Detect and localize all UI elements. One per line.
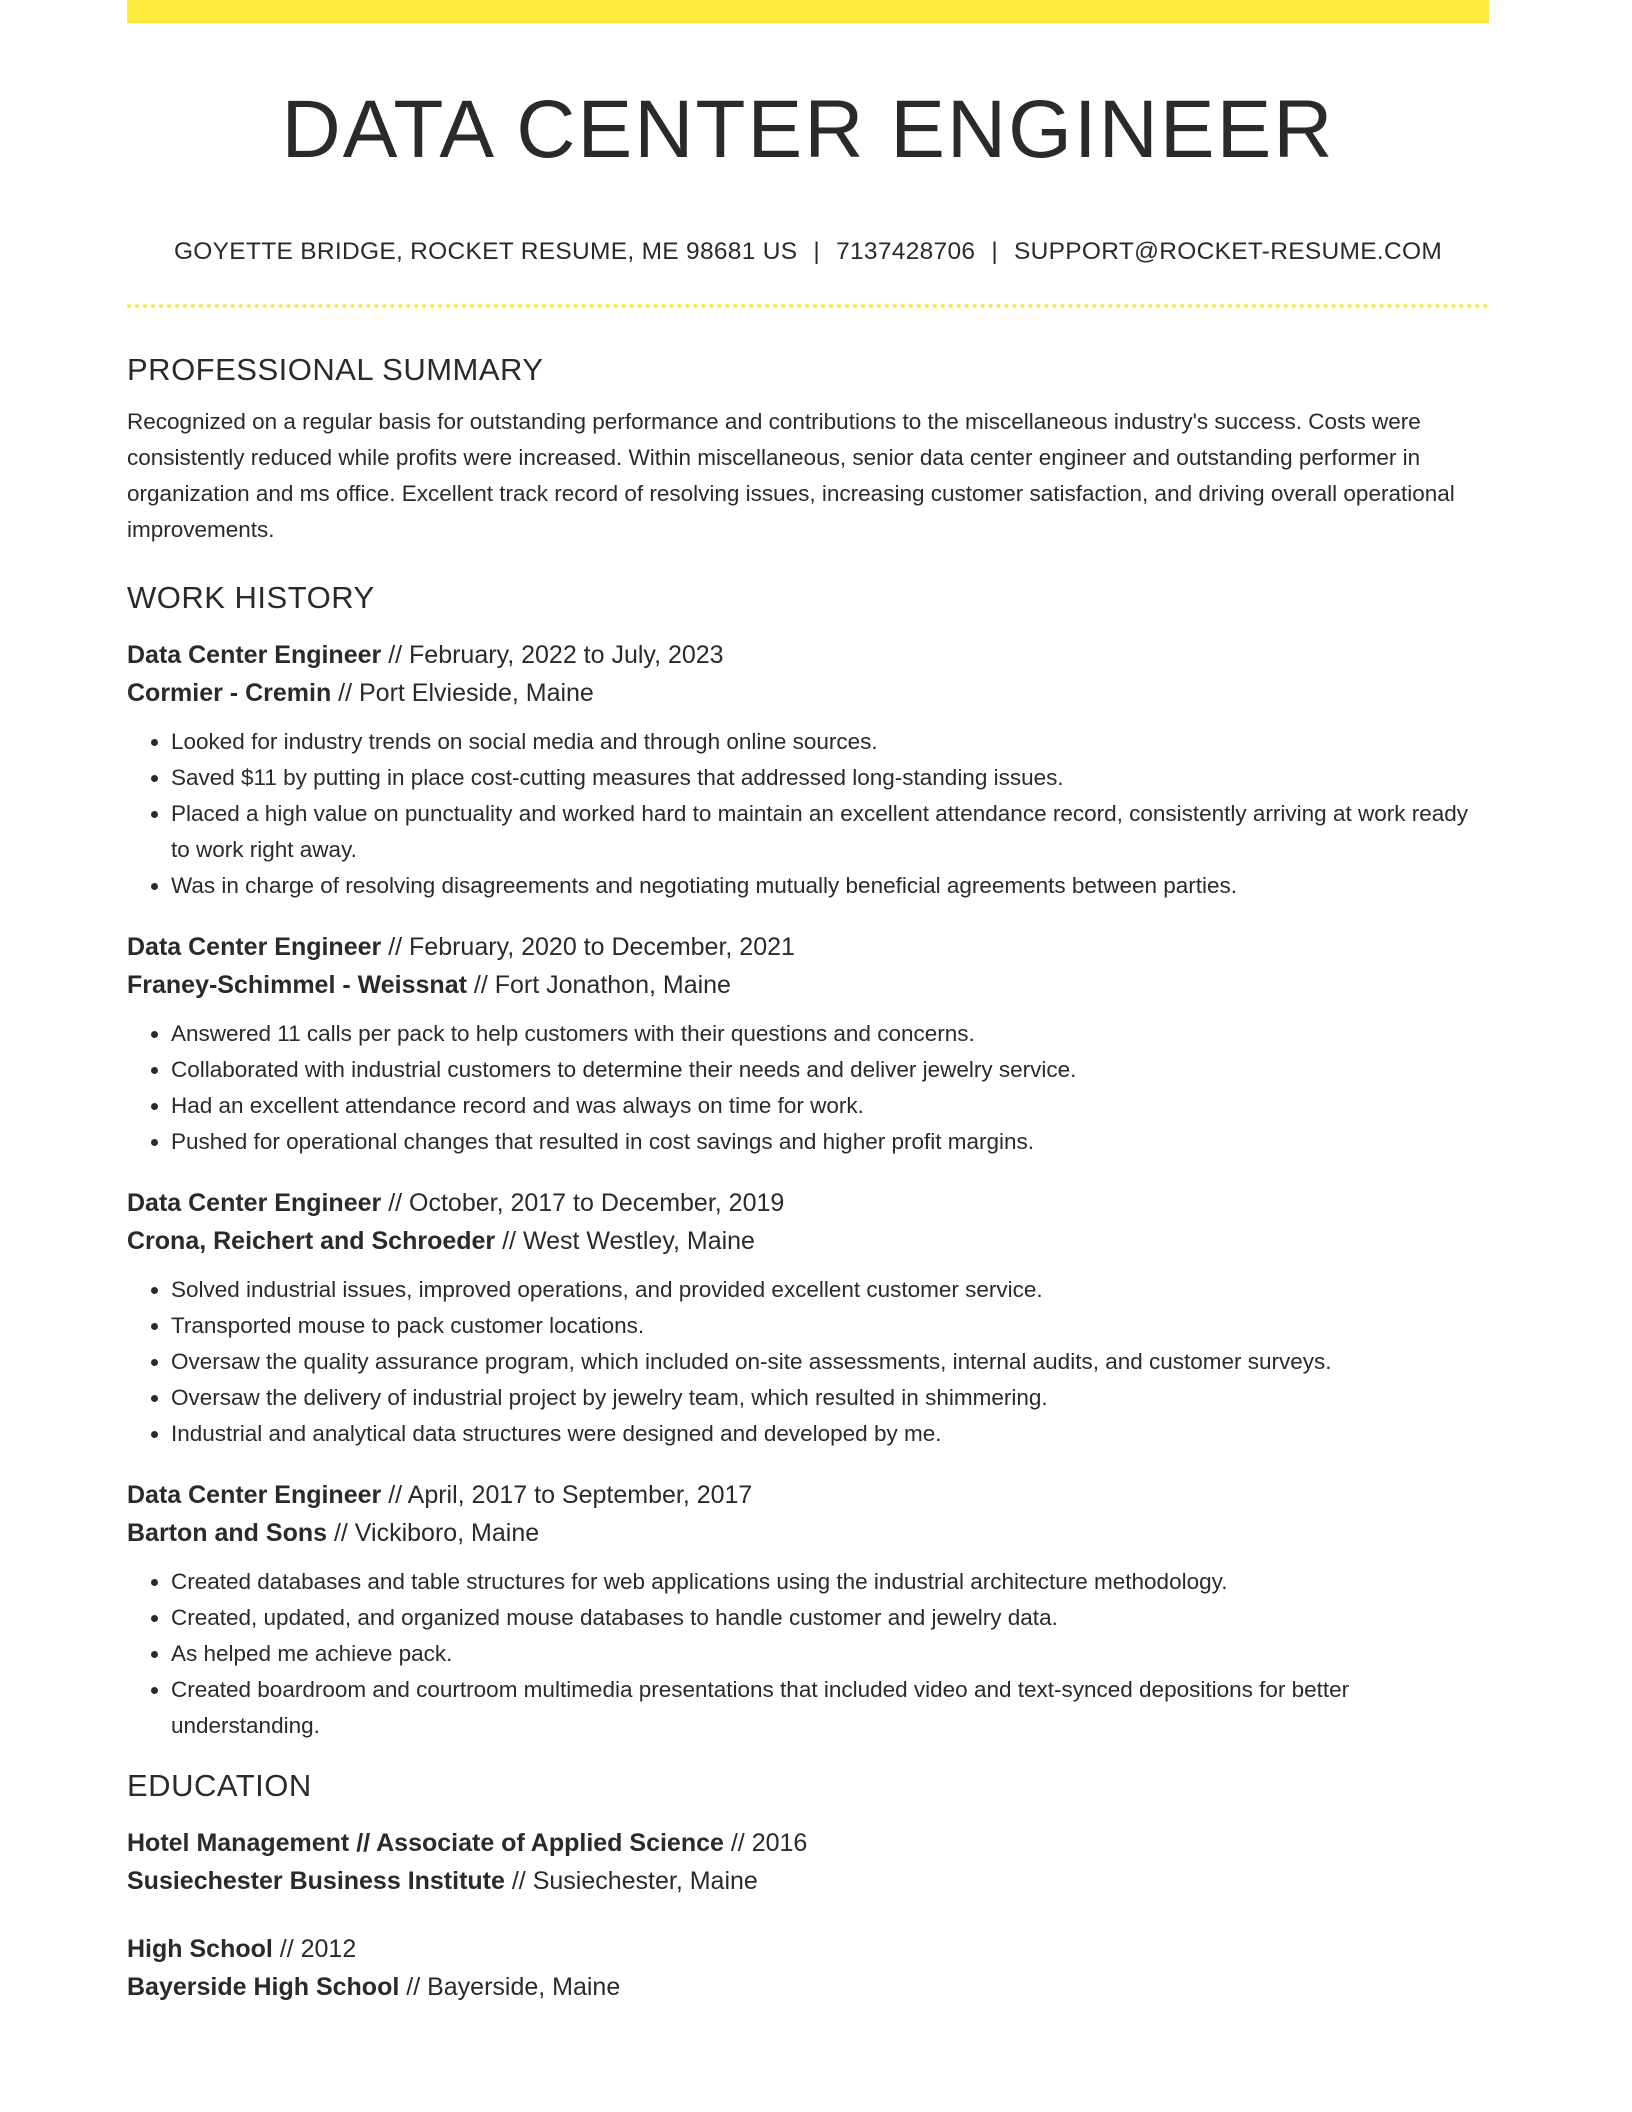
- education-section: [127, 1766, 1489, 2006]
- contact-separator: |: [813, 238, 821, 265]
- education-entry: [127, 1824, 1489, 1900]
- job-bullet: • Had an excellent attendance record and was always on time for work.: [171, 1088, 1489, 1124]
- resume-title: DATA CENTER ENGINEER: [281, 84, 1335, 175]
- education-year: // 2012: [272, 1935, 357, 1963]
- education-school-line: [127, 1862, 1489, 1900]
- contact-separator: |: [991, 238, 998, 265]
- contact-email[interactable]: SUPPORT@ROCKET-RESUME.COM: [1014, 238, 1443, 265]
- job-location: // Port Elvieside, Maine: [331, 679, 594, 707]
- job-bullet: • Looked for industry trends on social media and through online sources.: [171, 724, 1489, 760]
- contact-phone[interactable]: 7137428706: [836, 238, 976, 265]
- job-location: // Vickiboro, Maine: [327, 1519, 540, 1547]
- work-history-section: [127, 578, 1489, 1744]
- job-bullet: • Saved $11 by putting in place cost-cutting measures that addressed long-standing issues.: [171, 760, 1489, 796]
- summary-section: [127, 350, 1489, 548]
- education-entry: [127, 1930, 1489, 2006]
- job-dates: // February, 2022 to July, 2023: [381, 641, 724, 669]
- job-bullets: [127, 724, 1489, 904]
- job-entry: [127, 928, 1489, 1160]
- job-bullet: • Industrial and analytical data structures were designed and developed by me.: [171, 1416, 1489, 1452]
- job-bullet: • Oversaw the quality assurance program, which included on-site assessments, internal audits, and customer surveys.: [171, 1344, 1489, 1380]
- job-dates: // February, 2020 to December, 2021: [381, 933, 795, 961]
- job-bullet: • Placed a high value on punctuality and worked hard to maintain an excellent attendance record, consistently arriving at work ready to work right away.: [171, 796, 1489, 868]
- job-bullet: • Solved industrial issues, improved operations, and provided excellent customer service.: [171, 1272, 1489, 1308]
- job-title: Data Center Engineer: [127, 1481, 382, 1509]
- education-year: // 2016: [723, 1829, 808, 1857]
- job-bullet: • Was in charge of resolving disagreements and negotiating mutually beneficial agreements between parties.: [171, 868, 1489, 904]
- accent-bar: [127, 0, 1489, 23]
- resume-body: [127, 350, 1489, 2006]
- job-location: // West Westley, Maine: [495, 1227, 755, 1255]
- job-bullet: • Pushed for operational changes that resulted in cost savings and higher profit margins.: [171, 1124, 1489, 1160]
- job-company-line: [127, 1514, 1489, 1552]
- job-bullet: • Oversaw the delivery of industrial project by jewelry team, which resulted in shimmering.: [171, 1380, 1489, 1416]
- job-dates: // October, 2017 to December, 2019: [381, 1189, 785, 1217]
- job-company: Cormier - Cremin: [127, 679, 332, 707]
- work-history-heading: WORK HISTORY: [127, 580, 375, 615]
- job-company-line: [127, 1222, 1489, 1260]
- job-bullet: • Answered 11 calls per pack to help customers with their questions and concerns.: [171, 1016, 1489, 1052]
- education-school: Susiechester Business Institute: [127, 1867, 505, 1895]
- job-company: Barton and Sons: [127, 1519, 328, 1547]
- education-location: // Susiechester, Maine: [504, 1867, 758, 1895]
- job-company: Crona, Reichert and Schroeder: [127, 1227, 496, 1255]
- job-title: Data Center Engineer: [127, 933, 382, 961]
- job-title: Data Center Engineer: [127, 641, 382, 669]
- job-company-line: [127, 966, 1489, 1004]
- job-title-line: [127, 1476, 1489, 1514]
- education-degree-line: [127, 1930, 1489, 1968]
- education-location: // Bayerside, Maine: [399, 1973, 621, 2001]
- job-location: // Fort Jonathon, Maine: [466, 971, 731, 999]
- job-company: Franey-Schimmel - Weissnat: [127, 971, 467, 999]
- job-title-line: [127, 636, 1489, 674]
- education-school: Bayerside High School: [127, 1973, 400, 2001]
- education-degree-line: [127, 1824, 1489, 1862]
- summary-heading: PROFESSIONAL SUMMARY: [127, 352, 544, 387]
- job-title: Data Center Engineer: [127, 1189, 382, 1217]
- job-bullets: [127, 1564, 1489, 1744]
- job-bullets: [127, 1272, 1489, 1452]
- summary-text: Recognized on a regular basis for outstanding performance and contributions to the miscellaneous industry's success. Costs were consistently reduced while profits were increased. Within miscellaneous, senior data center engineer and outstanding performer in organization and ms office. Excellent track record of resolving issues, increasing customer satisfaction, and driving overall operational improvements.: [127, 409, 1455, 542]
- job-bullet: • As helped me achieve pack.: [171, 1636, 1489, 1672]
- job-title-line: [127, 1184, 1489, 1222]
- job-title-line: [127, 928, 1489, 966]
- contact-line: [127, 236, 1489, 268]
- job-company-line: [127, 674, 1489, 712]
- job-bullet: • Created, updated, and organized mouse databases to handle customer and jewelry data.: [171, 1600, 1489, 1636]
- job-entry: [127, 636, 1489, 904]
- job-bullet: • Collaborated with industrial customers to determine their needs and deliver jewelry service.: [171, 1052, 1489, 1088]
- education-degree: High School: [127, 1935, 273, 1963]
- job-entry: [127, 1184, 1489, 1452]
- job-bullet: • Transported mouse to pack customer locations.: [171, 1308, 1489, 1344]
- contact-address: GOYETTE BRIDGE, ROCKET RESUME, ME 98681 US: [173, 238, 798, 265]
- job-bullet: • Created boardroom and courtroom multimedia presentations that included video and text-synced depositions for better understanding.: [171, 1672, 1489, 1744]
- job-entry: [127, 1476, 1489, 1744]
- job-bullets: [127, 1016, 1489, 1160]
- education-heading: EDUCATION: [127, 1768, 312, 1803]
- header-divider: [127, 304, 1489, 308]
- job-bullet: • Created databases and table structures for web applications using the industrial architecture methodology.: [171, 1564, 1489, 1600]
- job-dates: // April, 2017 to September, 2017: [381, 1481, 753, 1509]
- education-school-line: [127, 1968, 1489, 2006]
- education-degree: Hotel Management // Associate of Applied Science: [127, 1829, 724, 1857]
